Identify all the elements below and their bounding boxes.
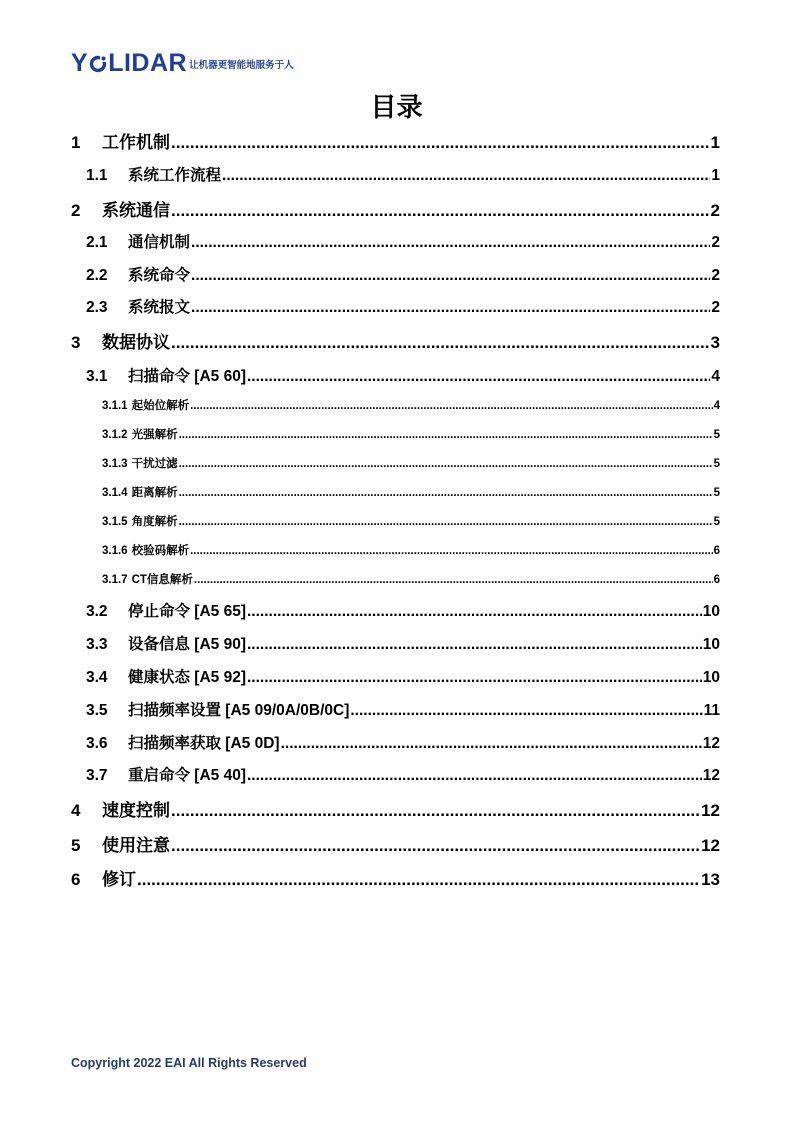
toc-entry-3-1-7[interactable] [102,571,720,587]
toc-entry-label [102,571,193,587]
toc-entry-number: 3.7 [86,767,108,784]
toc-entry-3-1-6[interactable] [102,542,720,558]
toc-entry-number: 3.4 [86,669,108,686]
toc-entry-label [86,632,246,654]
toc-entry-3-4[interactable] [86,665,720,687]
toc-entry-label [86,364,246,386]
toc-entry-page-number: 12 [701,801,720,820]
toc-entry-page-number: 12 [702,767,720,784]
toc-entry-3[interactable] [71,328,720,352]
toc-entry-title: 使用注意 [102,836,170,855]
toc-entry-page-number: 11 [703,702,720,719]
logo-wordmark [71,51,187,76]
toc-entry-3-1-2[interactable] [102,426,720,442]
toc-entry-title: 停止命令 [A5 65] [128,603,246,620]
footer-copyright: Copyright 2022 EAI All Rights Reserved [71,1056,307,1070]
toc-leader-dots [171,333,710,353]
toc-entry-label [86,665,246,687]
toc-entry-title: 数据协议 [102,333,170,352]
toc-entry-title: 健康状态 [A5 92] [128,669,246,686]
toc-entry-6[interactable] [71,865,720,889]
page-title: 目录 [370,93,423,123]
toc-leader-dots [247,603,702,621]
toc-entry-3-7[interactable] [86,763,720,785]
toc-entry-page-number: 2 [711,267,720,284]
toc-entry-page-number: 10 [702,669,720,686]
toc-entry-5[interactable] [71,831,720,855]
logo-letter-y: Y [71,49,89,77]
toc-entry-number: 3.1.1 [102,400,128,412]
toc-entry-page-number: 6 [713,545,720,557]
toc-entry-title: 起始位解析 [131,400,190,412]
toc-entry-page-number: 2 [711,234,720,251]
toc-entry-page-number: 5 [713,487,720,499]
toc-entry-page-number: 4 [713,400,720,412]
toc-entry-label [86,163,221,185]
toc-leader-dots [191,267,710,285]
toc-entry-title: 校验码解析 [131,545,190,557]
toc-leader-dots [281,735,702,753]
toc-entry-title: 扫描频率设置 [A5 09/0A/0B/0C] [128,702,350,719]
toc-entry-1[interactable] [71,128,720,152]
toc-entry-title: 扫描频率获取 [A5 0D] [128,735,280,752]
logo-letters-lidar: LIDAR [108,49,188,77]
toc-leader-dots [171,836,700,856]
toc-entry-3-2[interactable] [86,599,720,621]
toc-entry-label [71,128,170,153]
toc-entry-number: 4 [71,801,81,820]
toc-entry-title: CT信息解析 [131,574,193,586]
toc-entry-number: 1.1 [86,167,108,184]
toc-entry-label [102,542,189,558]
toc-entry-title: 系统命令 [128,267,191,284]
logo-ring-icon [89,55,107,73]
toc-entry-4[interactable] [71,796,720,820]
toc-leader-dots [179,487,713,499]
toc-entry-number: 3.3 [86,636,108,653]
toc-entry-number: 3.1.4 [102,487,128,499]
toc-entry-page-number: 2 [711,299,720,316]
toc-entry-title: 通信机制 [128,234,191,251]
toc-leader-dots [247,368,710,386]
toc-entry-2-1[interactable] [86,230,720,252]
toc-leader-dots [190,400,713,412]
toc-entry-2-2[interactable] [86,263,720,285]
toc-entry-page-number: 12 [702,735,720,752]
toc-entry-label [71,865,136,890]
toc-entry-number: 3 [71,333,81,352]
toc-entry-label [102,397,189,413]
toc-entry-page-number: 4 [711,368,720,385]
toc-entry-title: 速度控制 [102,801,170,820]
toc-entry-label [86,295,190,317]
toc-entry-number: 3.1 [86,368,108,385]
toc-entry-number: 3.1.5 [102,516,128,528]
toc-entry-label [102,513,178,529]
toc-entry-2-3[interactable] [86,295,720,317]
toc-entry-number: 2 [71,201,81,220]
toc-entry-page-number: 2 [710,201,720,220]
toc-entry-number: 2.1 [86,234,108,251]
toc-entry-3-1[interactable] [86,364,720,386]
toc-leader-dots [171,201,710,221]
logo-tagline: 让机器更智能地服务于人 [189,60,294,71]
toc-leader-dots [137,870,700,890]
toc-entry-number: 2.2 [86,267,108,284]
toc-leader-dots [179,516,713,528]
toc-entry-number: 3.6 [86,735,108,752]
toc-entry-title: 系统工作流程 [128,167,222,184]
toc-entry-label [71,796,170,821]
toc-leader-dots [247,767,702,785]
toc-entry-label [86,731,280,753]
toc-entry-title: 光强解析 [131,429,178,441]
toc-leader-dots [247,669,702,687]
toc-leader-dots [350,702,702,720]
toc-leader-dots [191,299,710,317]
toc-entry-page-number: 5 [713,458,720,470]
toc-entry-label [86,698,349,720]
toc-entry-page-number: 13 [701,870,720,889]
toc-entry-number: 3.5 [86,702,108,719]
toc-entry-3-1-5[interactable] [102,513,720,529]
toc-entry-number: 6 [71,870,81,889]
toc-entry-3-6[interactable] [86,731,720,753]
toc-leader-dots [222,167,710,185]
toc-entry-label [86,763,246,785]
toc-entry-page-number: 10 [702,636,720,653]
toc-entry-3-1-4[interactable] [102,484,720,500]
toc-entry-title: 修订 [102,870,136,889]
toc-entry-number: 1 [71,133,81,152]
toc-entry-title: 系统通信 [102,201,170,220]
toc-entry-title: 重启命令 [A5 40] [128,767,246,784]
toc-entry-title: 角度解析 [131,516,178,528]
toc-leader-dots [171,801,700,821]
toc-leader-dots [171,133,710,153]
toc-entry-2[interactable] [71,196,720,220]
toc-entry-label [102,455,178,471]
toc-entry-number: 2.3 [86,299,108,316]
toc-entry-3-1-1[interactable] [102,397,720,413]
toc-entry-page-number: 5 [713,516,720,528]
toc-leader-dots [191,234,710,252]
toc-entry-page-number: 1 [710,133,720,152]
toc-entry-3-5[interactable] [86,698,720,720]
toc-leader-dots [179,458,713,470]
brand-logo [71,48,294,76]
toc-entry-number: 3.1.7 [102,574,128,586]
toc-entry-label [86,263,190,285]
toc-entry-number: 3.1.6 [102,545,128,557]
toc-entry-page-number: 3 [710,333,720,352]
toc-entry-page-number: 1 [711,167,720,184]
toc-leader-dots [190,545,713,557]
toc-entry-number: 3.2 [86,603,108,620]
toc-entry-label [71,196,170,221]
toc-leader-dots [194,574,713,586]
toc-leader-dots [247,636,702,654]
toc-entry-3-1-3[interactable] [102,455,720,471]
toc-entry-1-1[interactable] [86,163,720,185]
toc-entry-page-number: 10 [702,603,720,620]
toc-entry-label [86,230,190,252]
toc-entry-label [71,831,170,856]
toc-entry-title: 设备信息 [A5 90] [128,636,246,653]
toc-entry-title: 工作机制 [102,133,170,152]
toc-entry-label [86,599,246,621]
toc-entry-page-number: 5 [713,429,720,441]
toc-entry-page-number: 6 [713,574,720,586]
toc-entry-title: 系统报文 [128,299,191,316]
toc-entry-title: 扫描命令 [A5 60] [128,368,246,385]
toc-entry-title: 距离解析 [131,487,178,499]
toc-entry-number: 3.1.3 [102,458,128,470]
toc-entry-number: 5 [71,836,81,855]
toc-entry-page-number: 12 [701,836,720,855]
toc-entry-label [102,484,178,500]
toc-leader-dots [179,429,713,441]
toc-entry-label [102,426,178,442]
toc-entry-title: 干扰过滤 [131,458,178,470]
toc-entry-number: 3.1.2 [102,429,128,441]
toc-entry-3-3[interactable] [86,632,720,654]
toc-entry-label [71,328,170,353]
